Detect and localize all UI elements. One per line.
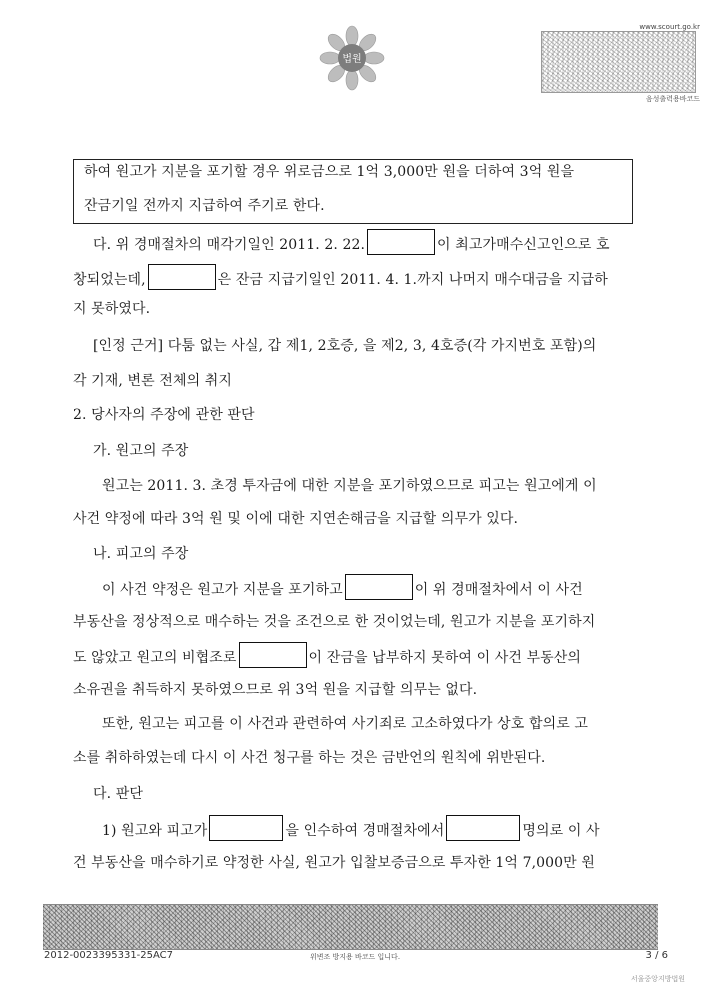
court-seal-icon bbox=[316, 22, 388, 94]
qr-code-icon bbox=[541, 31, 696, 93]
text-run: 다. 위 경매절차의 매각기일인 2011. 2. 22. bbox=[93, 237, 366, 253]
text-run: 1) 원고와 피고가 bbox=[102, 823, 208, 839]
text-run: 이 사건 약정은 원고가 지분을 포기하고 bbox=[102, 582, 343, 598]
subheading-defendant: 나. 피고의 주장 bbox=[93, 546, 189, 562]
redaction-box bbox=[367, 229, 435, 255]
text-run: 이 위 경매절차에서 이 사건 bbox=[414, 582, 583, 598]
na-line-3 bbox=[73, 648, 581, 668]
section-heading: 2. 당사자의 주장에 관한 판단 bbox=[73, 407, 255, 423]
box-line-2: 잔금기일 전까지 지급하여 주기로 한다. bbox=[84, 198, 325, 214]
redaction-box bbox=[148, 264, 216, 290]
redaction-box bbox=[446, 815, 520, 841]
para-da-line-2 bbox=[73, 270, 608, 290]
text-run: 을 인수하여 경매절차에서 bbox=[285, 823, 445, 839]
seal-text: 법원 bbox=[342, 54, 362, 65]
text-run: 은 잔금 지급기일인 2011. 4. 1.까지 나머지 매수대금을 지급하 bbox=[217, 272, 608, 288]
qr-url: www.scourt.go.kr bbox=[639, 23, 700, 31]
court-name: 서울중앙지방법원 bbox=[630, 975, 685, 983]
box-line-1: 하여 원고가 지분을 포기할 경우 위로금으로 1억 3,000만 원을 더하여 3억 원을 bbox=[84, 164, 575, 180]
na-line-5: 또한, 원고는 피고를 이 사건과 관련하여 사기죄로 고소하였다가 상호 합의로 고 bbox=[102, 716, 589, 732]
ga-line-2: 사건 약정에 따라 3억 원 및 이에 대한 지연손해금을 지급할 의무가 있다. bbox=[73, 511, 519, 527]
da1-line-2: 건 부동산을 매수하기로 약정한 사실, 원고가 입찰보증금으로 투자한 1억 7,000만 원 bbox=[73, 855, 595, 871]
redaction-box bbox=[345, 574, 413, 600]
barcode-note: 위변조 방지용 바코드 입니다. bbox=[310, 953, 401, 961]
na-line-1 bbox=[102, 580, 583, 600]
redaction-box bbox=[209, 815, 283, 841]
na-line-6: 소를 취하하였는데 다시 이 사건 청구를 하는 것은 금반언의 원칙에 위반된다. bbox=[73, 750, 546, 766]
anti-forgery-barcode-icon bbox=[43, 904, 658, 950]
da1-line-1 bbox=[102, 821, 600, 841]
text-run: 도 않았고 원고의 비협조로 bbox=[73, 650, 237, 666]
page-number: 3 / 6 bbox=[645, 950, 668, 961]
na-line-2: 부동산을 정상적으로 매수하는 것을 조건으로 한 것이었는데, 원고가 지분을 포기하지 bbox=[73, 614, 596, 630]
text-run: 창되었는데, bbox=[73, 272, 146, 288]
text-run: 이 잔금을 납부하지 못하여 이 사건 부동산의 bbox=[308, 650, 582, 666]
subheading-judgment: 다. 판단 bbox=[93, 786, 143, 802]
basis-line-1: [인정 근거] 다툼 없는 사실, 갑 제1, 2호증, 을 제2, 3, 4호증(각 가지번호 포함)의 bbox=[93, 338, 597, 354]
para-da-line-1 bbox=[93, 235, 610, 255]
text-run: 이 최고가매수신고인으로 호 bbox=[437, 237, 610, 253]
na-line-4: 소유권을 취득하지 못하였으므로 위 3억 원을 지급할 의무는 없다. bbox=[73, 682, 478, 698]
subheading-plaintiff: 가. 원고의 주장 bbox=[93, 443, 189, 459]
qr-caption: 음성출력용바코드 bbox=[645, 95, 700, 103]
ga-line-1: 원고는 2011. 3. 초경 투자금에 대한 지분을 포기하였으므로 피고는 원고에게 이 bbox=[102, 478, 597, 494]
redaction-box bbox=[239, 642, 307, 668]
document-id: 2012-0023395331-25AC7 bbox=[44, 950, 174, 961]
text-run: 명의로 이 사 bbox=[522, 823, 600, 839]
basis-line-2: 각 기재, 변론 전체의 취지 bbox=[73, 373, 232, 389]
para-da-line-3: 지 못하였다. bbox=[73, 301, 151, 317]
